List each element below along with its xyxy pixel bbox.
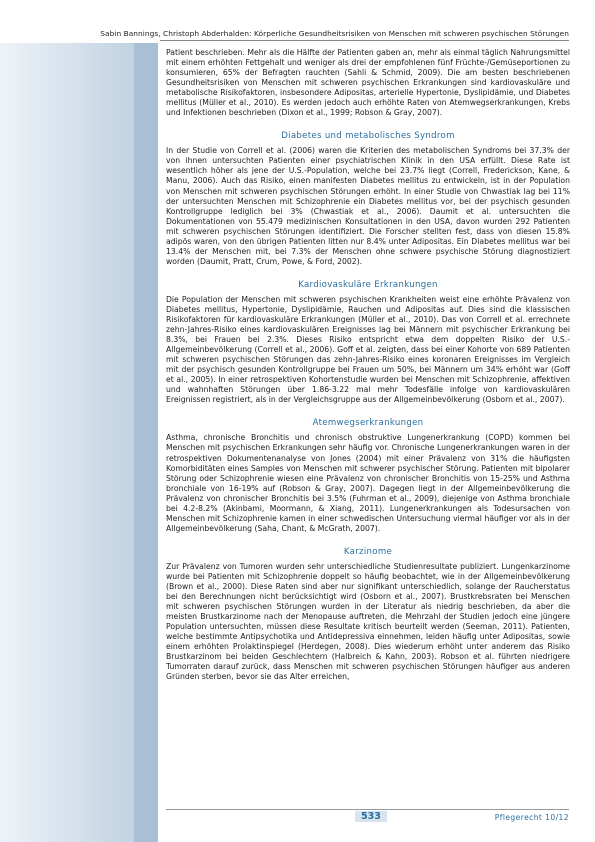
section-text-diabetes: In der Studie von Correll et al. (2006) waren die Kriterien des metabolischen Syndroms bei 37.3% der von ihnen untersuchten Patienten einer psychiatrischen Klinik in den USA erfüllt. Diese Rate ist wesentlich höher als jene der U.S.-Population, welche bei 23.7% liegt (Correll, Frederickson, Kane, & Manu, 2006). Auch das Risiko, einen manifesten Diabetes mellitus zu entwickeln, ist in der Population von Menschen mit schweren psychischen Störungen erhöht. In einer Studie von Chwastiak lag bei 11% der untersuchten Menschen mit Schizophrenie ein Diabetes mellitus vor, bei der psychisch gesunden Kontrollgruppe lediglich bei 3% (Chwastiak et al., 2006). Daumit et al. untersuchten die Dokumentationen von 55.479 medizinischen Konsultationen in den USA, davon wurden 292 Patienten mit schweren psychischen Störungen identifiziert. Die Forscher stellten fest, dass von diesen 15.8% adipös waren, von den übrigen Patienten litten nur 8.4% unter Adipositas. Ein Diabetes mellitus war bei 13.4% der Menschen mit, bei 7.3% der Menschen ohne schwere psychische Störung diagnostiziert worden (Daumit, Pratt, Crum, Powe, & Ford, 2002). xyxy=(166,146,570,266)
section-text-respiratory: Asthma, chronische Bronchitis und chronisch obstruktive Lungenerkrankung (COPD) kommen bei Menschen mit psychischen Erkrankungen sehr häufig vor. Chronische Lungenerkrankungen waren in der retrospektiven Dokumentenanalyse von Jones (2004) mit einer Prävalenz von 31% die häufigsten Komorbiditäten eines Samples von Menschen mit schwerer psychischer Störung. Patienten mit bipolarer Störung oder Schizophrenie wiesen eine Prävalenz von chronischer Bronchitis von 15-25% und Asthma bronchiale von 16-19% auf (Robson & Gray, 2007). Dagegen liegt in der Allgemeinbevölkerung die Prävalenz von chronischer Bronchitis bei 3.5% (Fuhrman et al., 2009), diejenige von Asthma bronchiale bei 4.2-8.2% (Akinbami, Moormann, & Xiang, 2011). Lungenerkrankungen als Todesursachen von Menschen mit Schizophrenie kamen in einer schwedischen Untersuchung viermal häufiger vor als in der Allgemeinbevölkerung (Saha, Chant, & McGrath, 2007). xyxy=(166,433,570,533)
section-title-diabetes: Diabetes und metabolisches Syndrom xyxy=(281,131,455,142)
decorative-sidebar xyxy=(0,43,158,842)
sidebar-strip xyxy=(134,43,158,842)
journal-name: Pflegerecht 10/12 xyxy=(494,813,569,822)
section-text-cardiovascular: Die Population der Menschen mit schweren psychischen Krankheiten weist eine erhöhte Prävalenz von Diabetes mellitus, Hypertonie, Dyslipidämie, Rauchen und Adipositas auf. Dies sind die klassischen Risikofaktoren für kardiovaskuläre Erkrankungen (Müller et al., 2010). Das von Correll et al. errechnete zehn-Jahres-Risiko eines kardiovaskulären Ereignisses lag bei Männern mit psychischer Erkrankung bei 8.3%, bei Frauen bei 2.3%. Dieses Risiko entspricht etwa dem doppelten Risiko der U.S.-Allgemeinbevölkerung (Correll et al., 2006). Goff et al. zeigten, dass bei einer Kohorte von 689 Patienten mit schweren psychischen Störungen das zehn-Jahres-Risiko eines koronaren Ereignisses im Vergleich mit der psychisch gesunden Kontrollgruppe bei Frauen um 50%, bei Männern um 34% erhöht war (Goff et al., 2005). In einer retrospektiven Kohortenstudie wurden bei Menschen mit Schizophrenie, affektiven und wahnhaften Störungen über 1.86-3.22 mal mehr Todesfälle infolge von kardiovaskulären Ereignissen registriert, als in der Vergleichsgruppe aus der Allgemeinbevölkerung (Osborn et al., 2007). xyxy=(166,294,570,405)
section-title-respiratory: Atemwegserkrankungen xyxy=(312,418,424,429)
page-number: 533 xyxy=(355,811,387,822)
running-title: Sabin Bannings, Christoph Abderhalden: Körperliche Gesundheitsrisiken von Menschen mit schweren psychischen Störungen xyxy=(100,29,569,38)
intro-paragraph: Patient beschrieben. Mehr als die Hälfte der Patienten gaben an, mehr als einmal täglich Nahrungsmittel mit einem erhöhten Fettgehalt und weniger als drei der empfohlenen fünf Früchte-/Gemüseportionen zu konsumieren, 65% der Befragten rauchten (Sahli & Schmid, 2009). Die am besten beschriebenen Gesundheitsrisiken von Menschen mit schweren psychischen Erkrankungen sind kardiovaskuläre und metabolische Risikofaktoren, insbesondere Adipositas, arterielle Hypertonie, Dyslipidämie, und Diabetes mellitus (Müller et al., 2010). Es werden jedoch auch erhöhte Raten von Atemwegserkrankungen, Krebs und Infektionen beschrieben (Dixon et al., 1999; Robson & Gray, 2007). xyxy=(166,48,570,118)
article-body xyxy=(166,48,570,682)
header-divider xyxy=(160,40,569,41)
section-title-cardiovascular: Kardiovaskuläre Erkrankungen xyxy=(298,279,438,290)
footer-divider xyxy=(166,809,569,810)
page-header xyxy=(0,0,595,46)
page-footer xyxy=(166,806,569,830)
section-title-carcinoma: Karzinome xyxy=(343,546,393,557)
section-text-carcinoma: Zur Prävalenz von Tumoren wurden sehr unterschiedliche Studienresultate publiziert. Lungenkarzinome wurde bei Patienten mit Schizophrenie doppelt so häufig beobachtet, wie in der Allgemeinbevölkerung (Brown et al., 2000). Diese Raten sind aber nur signifikant unterschiedlich, solange der Raucherstatus bei den Berechnungen nicht berücksichtigt wird (Osborn et al., 2007). Brustkrebsraten bei Menschen mit schweren psychischen Störungen wurden in der Literatur als niedrig beschrieben, da aber die meisten Brustkarzinome nach der Menopause auftreten, die Mehrzahl der Studien jedoch eine jüngere Population untersuchten, müssen diese Resultate kritisch beurteilt werden (Seeman, 2011). Patienten, welche bestimmte Antipsychotika und Antidepressiva einnehmen, leiden häufig unter Adipositas, sowie einem erhöhten Prolaktinspiegel (Herdegen, 2008). Dies wiederum erhöht unter anderem das Risiko Brustkarzinom bei beiden Geschlechtern (Halbreich & Kahn, 2003). Robson et al. führten niedrigere Tumorraten darauf zurück, dass Menschen mit schweren psychischen Störungen häufiger aus anderen Gründen sterben, bevor sie das Alter erreichen, xyxy=(166,561,570,682)
